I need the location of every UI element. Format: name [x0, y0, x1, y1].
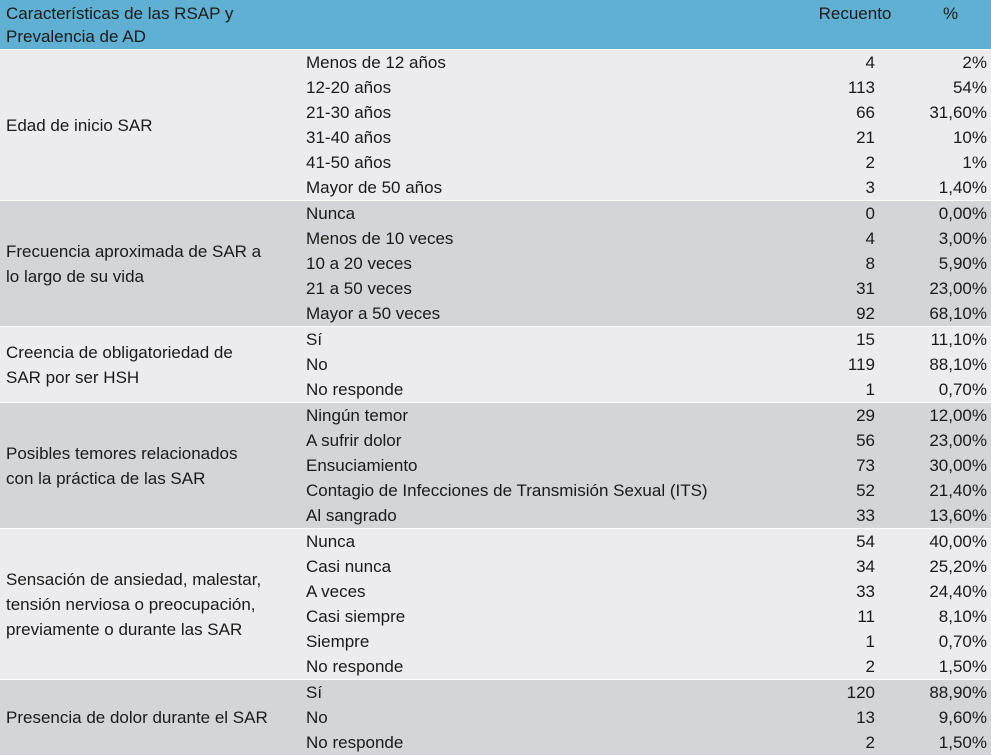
group-label-line: Sensación de ansiedad, malestar, [6, 569, 262, 589]
row-count: 11 [857, 607, 875, 626]
row-count: 3 [865, 178, 875, 197]
row-count: 2 [865, 657, 875, 676]
group-label-line: Frecuencia aproximada de SAR a [6, 241, 262, 261]
row-count: 92 [856, 304, 875, 323]
table-row [299, 503, 991, 528]
table-row [299, 226, 991, 251]
group-label-line: SAR por ser HSH [6, 367, 140, 387]
row-percent: 10% [952, 128, 987, 147]
row-percent: 24,40% [929, 582, 987, 601]
row-percent: 12,00% [929, 406, 987, 425]
header-title-line2: Prevalencia de AD [6, 27, 146, 46]
row-percent: 3,00% [938, 229, 987, 248]
table-row [299, 100, 991, 125]
row-count: 21 [856, 128, 875, 147]
row-category: Casi nunca [306, 557, 392, 576]
row-category: Mayor a 50 veces [306, 304, 441, 323]
row-count: 4 [865, 229, 875, 248]
row-count: 2 [865, 733, 875, 752]
table-row [299, 680, 991, 705]
table-group [0, 679, 991, 755]
table-row [299, 529, 991, 554]
row-category: 21 a 50 veces [306, 279, 412, 298]
row-count: 120 [846, 683, 875, 702]
table-row [299, 50, 991, 75]
row-category: Sí [306, 683, 323, 702]
row-count: 52 [856, 481, 875, 500]
row-category: Nunca [306, 532, 356, 551]
header-count: Recuento [818, 4, 892, 23]
row-percent: 0,70% [938, 632, 987, 651]
table-row [299, 428, 991, 453]
table-group [0, 402, 991, 528]
table-row [299, 730, 991, 755]
row-percent: 8,10% [938, 607, 987, 626]
table-row [299, 301, 991, 326]
row-count: 54 [856, 532, 875, 551]
table-row [299, 604, 991, 629]
row-percent: 11,10% [930, 330, 987, 349]
row-percent: 88,90% [929, 683, 987, 702]
row-category: Ningún temor [306, 406, 409, 425]
row-count: 73 [856, 456, 875, 475]
row-percent: 21,40% [929, 481, 987, 500]
row-percent: 40,00% [929, 532, 987, 551]
table-header [0, 0, 991, 49]
table-row [299, 554, 991, 579]
table-row [299, 251, 991, 276]
group-label-line: Presencia de dolor durante el SAR [6, 708, 268, 727]
row-percent: 23,00% [929, 431, 987, 450]
row-percent: 30,00% [929, 456, 987, 475]
table-group [0, 49, 991, 200]
row-count: 66 [856, 103, 875, 122]
row-category: A sufrir dolor [306, 431, 402, 450]
row-category: Casi siempre [306, 607, 406, 626]
table-row [299, 75, 991, 100]
table-row [299, 201, 991, 226]
row-percent: 0,00% [938, 204, 987, 223]
group-label [6, 201, 298, 326]
row-percent: 31,60% [929, 103, 987, 122]
table-row [299, 579, 991, 604]
row-count: 1 [865, 380, 875, 399]
header-title-line1: Características de las RSAP y [6, 4, 234, 23]
table-group [0, 528, 991, 679]
row-category: 41-50 años [306, 153, 392, 172]
row-category: Menos de 10 veces [306, 229, 454, 248]
table-row [299, 403, 991, 428]
table-body [0, 49, 991, 755]
table-row [299, 377, 991, 402]
group-label-text [6, 567, 261, 642]
row-percent: 0,70% [938, 380, 987, 399]
row-count: 0 [865, 204, 875, 223]
row-category: 31-40 años [306, 128, 392, 147]
table-row [299, 478, 991, 503]
group-label [6, 529, 298, 679]
row-count: 2 [865, 153, 875, 172]
row-percent: 1,40% [938, 178, 987, 197]
row-percent: 5,90% [938, 254, 987, 273]
header-title [6, 2, 306, 48]
row-category: Contagio de Infecciones de Transmisión Sexual (ITS) [306, 481, 708, 500]
row-category: A veces [306, 582, 366, 601]
row-category: No [306, 355, 328, 374]
row-count: 4 [865, 53, 875, 72]
row-category: No [306, 708, 328, 727]
row-percent: 9,60% [938, 708, 987, 727]
row-count: 33 [856, 506, 875, 525]
table-group [0, 326, 991, 402]
row-category: No responde [306, 733, 404, 752]
row-percent: 54% [952, 78, 987, 97]
row-category: 21-30 años [306, 103, 392, 122]
row-category: 12-20 años [306, 78, 392, 97]
table-row [299, 352, 991, 377]
row-category: Sí [306, 330, 323, 349]
row-count: 15 [856, 330, 875, 349]
row-count: 113 [847, 78, 875, 97]
row-percent: 88,10% [929, 355, 987, 374]
row-percent: 68,10% [929, 304, 987, 323]
row-category: Al sangrado [306, 506, 397, 525]
group-label-line: Creencia de obligatoriedad de [6, 342, 233, 362]
row-percent: 1% [962, 153, 987, 172]
group-label-line: Posibles temores relacionados [6, 443, 238, 463]
row-category: Menos de 12 años [306, 53, 446, 72]
row-count: 34 [856, 557, 875, 576]
row-percent: 23,00% [929, 279, 987, 298]
header-percent: % [942, 4, 959, 23]
row-count: 56 [856, 431, 875, 450]
group-label [6, 327, 298, 402]
row-count: 1 [865, 632, 875, 651]
row-count: 13 [856, 708, 875, 727]
row-count: 29 [856, 406, 875, 425]
table-row [299, 705, 991, 730]
row-count: 8 [865, 254, 875, 273]
row-percent: 13,60% [929, 506, 987, 525]
group-label-text [6, 340, 233, 390]
table-row [299, 629, 991, 654]
group-label [6, 50, 298, 200]
row-category: No responde [306, 657, 404, 676]
row-category: Nunca [306, 204, 356, 223]
group-label-text [6, 239, 261, 289]
table-row [299, 125, 991, 150]
table-row [299, 453, 991, 478]
table-row [299, 150, 991, 175]
row-percent: 1,50% [938, 657, 987, 676]
row-percent: 1,50% [938, 733, 987, 752]
group-label-line: tensión nerviosa o preocupación, [6, 594, 256, 614]
row-count: 119 [847, 355, 875, 374]
row-count: 33 [856, 582, 875, 601]
group-label [6, 403, 298, 528]
table-group [0, 200, 991, 326]
row-category: Ensuciamiento [306, 456, 418, 475]
row-category: Mayor de 50 años [306, 178, 443, 197]
row-count: 31 [856, 279, 875, 298]
table-row [299, 654, 991, 679]
table-row [299, 175, 991, 200]
row-percent: 25,20% [929, 557, 987, 576]
group-label-text [6, 113, 152, 138]
row-percent: 2% [962, 53, 987, 72]
group-label-line: lo largo de su vida [6, 266, 144, 286]
row-category: Siempre [306, 632, 370, 651]
group-label-line: previamente o durante las SAR [6, 619, 243, 639]
table-row [299, 327, 991, 352]
group-label-text [6, 705, 268, 730]
group-label-text [6, 441, 238, 491]
group-label-line: Edad de inicio SAR [6, 115, 153, 135]
row-category: No responde [306, 380, 404, 399]
table-row [299, 276, 991, 301]
group-label [6, 680, 298, 755]
row-category: 10 a 20 veces [306, 254, 412, 273]
group-label-line: con la práctica de las SAR [6, 468, 206, 488]
